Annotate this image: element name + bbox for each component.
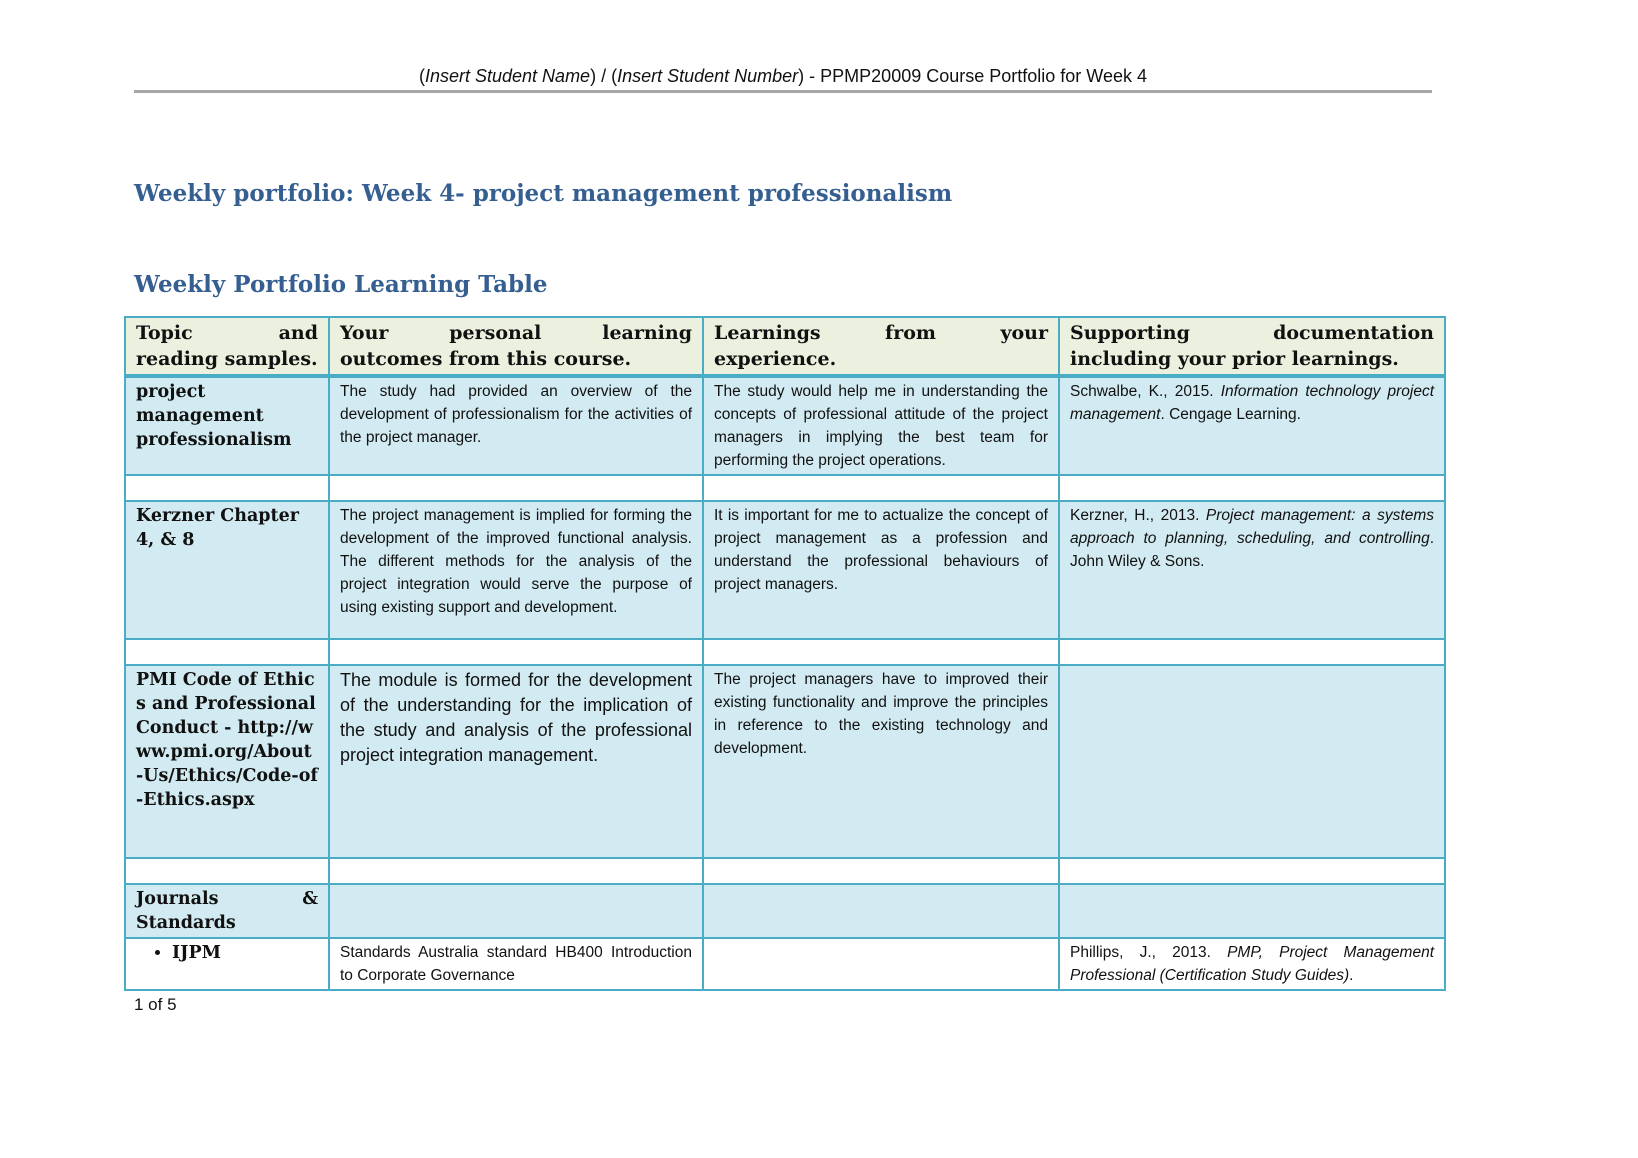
experience-cell: It is important for me to actualize the concept of project management as a profession and understand the professional behaviours of project managers. <box>703 501 1059 639</box>
experience-cell: The study would help me in understanding the concepts of professional attitude of the project managers in implying the best team for performing the project operations. <box>703 376 1059 475</box>
header-cell: Your personal learning outcomes from this course. <box>329 317 703 376</box>
document-title: Weekly portfolio: Week 4- project management professionalism <box>134 180 953 207</box>
outcomes-cell: Standards Australia standard HB400 Introduction to Corporate Governance <box>329 938 703 990</box>
header-divider <box>134 90 1432 93</box>
learning-table <box>124 316 1446 991</box>
experience-cell <box>703 938 1059 990</box>
table-header-row <box>125 317 1445 376</box>
topic-cell: Journals & Standards <box>125 884 329 938</box>
experience-cell: The project managers have to improved their existing functionality and improve the principles in reference to the existing technology and development. <box>703 665 1059 858</box>
page-header: (Insert Student Name) / (Insert Student Number) - PPMP20009 Course Portfolio for Week 4 <box>418 66 1147 86</box>
topic-cell: project management professionalism <box>125 376 329 475</box>
student-name: Insert Student Name <box>424 66 591 86</box>
list-item: • IJPM <box>172 941 318 965</box>
table-row <box>125 501 1445 639</box>
header-cell: Supporting documentation including your prior learnings. <box>1059 317 1445 376</box>
table-row <box>125 665 1445 858</box>
header-cell: Topic and reading samples. <box>125 317 329 376</box>
documentation-cell: Phillips, J., 2013. PMP, Project Management Professional (Certification Study Guides). <box>1059 938 1445 990</box>
header-cell: Learnings from your experience. <box>703 317 1059 376</box>
documentation-cell <box>1059 665 1445 858</box>
topic-cell: Kerzner Chapter 4, & 8 <box>125 501 329 639</box>
outcomes-cell: The project management is implied for forming the development of the improved functional analysis. The different methods for the analysis of the project integration would serve the purpose of using existing support and development. <box>329 501 703 639</box>
documentation-cell: Schwalbe, K., 2015. Information technology project management. Cengage Learning. <box>1059 376 1445 475</box>
spacer-row <box>125 639 1445 665</box>
spacer-row <box>125 858 1445 884</box>
outcomes-cell: The study had provided an overview of the development of professionalism for the activities of the project manager. <box>329 376 703 475</box>
spacer-row <box>125 475 1445 501</box>
outcomes-cell: The module is formed for the development of the understanding for the implication of the study and analysis of the professional project integration management. <box>329 665 703 858</box>
table-row <box>125 376 1445 475</box>
documentation-cell: Kerzner, H., 2013. Project management: a systems approach to planning, scheduling, and controlling. John Wiley & Sons. <box>1059 501 1445 639</box>
topic-cell <box>125 938 329 990</box>
page-number: 1 of 5 <box>134 995 177 1014</box>
student-number: Insert Student Number <box>617 66 799 86</box>
table-row <box>125 884 1445 938</box>
topic-cell: PMI Code of Ethics and Professional Conduct - http://www.pmi.org/About-Us/Ethics/Code-of-Ethics.aspx <box>125 665 329 858</box>
section-title: Weekly Portfolio Learning Table <box>134 271 548 298</box>
table-row <box>125 938 1445 990</box>
